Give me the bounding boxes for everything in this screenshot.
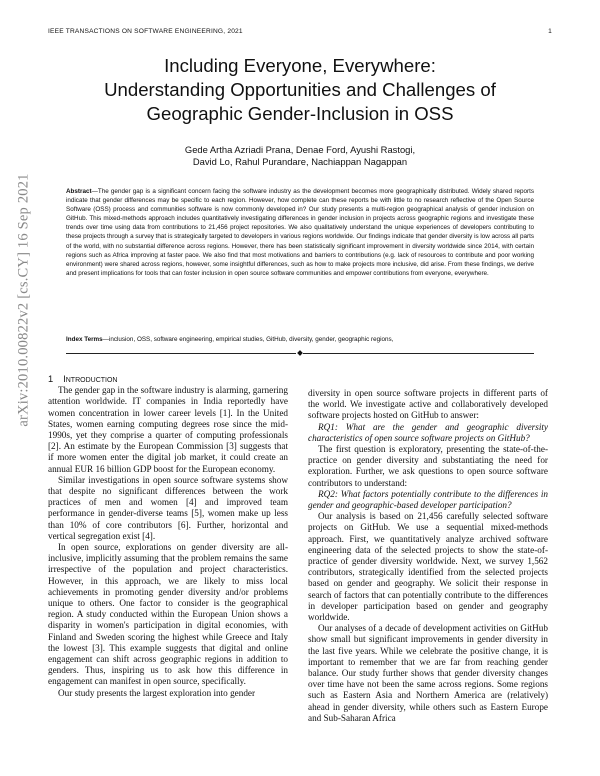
running-header [48,28,552,40]
abstract-text: —The gender gap is a significant concern facing the software industry as the development becomes more geographically distributed. Widely shared reports indicate that gender differences may be specific to each region. However, how complete can these reports be with little to no research reflective of the Open Source Software (OSS) process and communities software is now commonly developed in? Our study presents a multi-region geographical analysis of gender inclusion on GitHub. This mixed-methods approach includes quantitatively investigating differences in gender inclusion in projects across geographic regions and investigate these trends over time using data from contributions to 21,456 project repositories. We also qualitatively understand the unique experiences of developers contributing to these projects through a survey that is strategically targeted to developers in various regions worldwide. Our findings indicate that gender diversity is low across all parts of the world, with no substantial difference across regions. However, there has been statistically significant improvement in diversity worldwide since 2014, with certain regions such as Africa improving at faster pace. We also find that most motivations and barriers to contributions (e.g. lack of resources to contribute and poor working environment) were shared across regions, however, some insightful differences, such as how to make projects more inclusive, did arise. From these findings, we derive and present implications for tools that can foster inclusion in open source software communities and empower contributions from everyone, everywhere. [66,188,534,277]
paragraph: The first question is exploratory, presenting the state-of-the-practice on gender diversity and substantiating the need for exploration. Further, we ask questions to open source software contributors to understand: [308,444,548,488]
paragraph: Our analysis is based on 21,456 carefully selected software projects on GitHub. We use a sequential mixed-methods approach. First, we quantitatively analyze archived software engineering data of the selected projects to show the state-of-practice of gender diversity worldwide. Next, we survey 1,562 contributors, strategically identified from the selected projects based on gender and geography. We solicit their response in search of factors that can potentially contribute to the differences in developer participation based on gender and geography worldwide. [308,511,548,623]
arxiv-margin [0,0,48,776]
section-number: 1 [48,374,54,384]
page-number: 1 [548,28,552,35]
right-column [308,388,548,724]
paragraph: In open source, explorations on gender diversity are all-inclusive, implicitly assuming that the problem remains the same irrespective of the population and project characteristics. However, in this approach, we are likely to miss local achievements in promoting gender diversity and/or problems unique to others. One factor to consider is the geographical region. A study conducted within the European Union shows a disparity in women's participation in digital economies, with Finland and Sweden scoring the highest while Greece and Italy the lowest [3]. This example suggests that digital and online engagement can shift across geographic regions in addition to genders. Thus, inspiring us to ask how this difference in engagement can manifest in open source, specifically. [48,542,288,687]
title-line-3: Geographic Gender-Inclusion in OSS [146,103,454,124]
index-terms [66,335,534,344]
paragraph: The gender gap in the software industry is alarming, garnering attention worldwide. IT companies in India reportedly have women concentration in lower career levels [1]. In the United States, women earning computing degrees rose since the mid-1990s, yet they comprise a quarter of computing professionals [2]. An estimate by the European Commission [3] suggests that if more women enter the digital job market, it could create an annual EUR 16 billion GDP boost for the European economy. [48,385,288,474]
section-heading [48,374,288,385]
paragraph: Similar investigations in open source software systems show that despite no significant differences between the work practices of men and women [4] and improved team performance in gender-diverse teams [5], women make up less than 10% of core contributors [6]. Further, horizontal and vertical segregation exist [4]. [48,474,288,541]
abstract [66,187,534,278]
paragraph: Our analyses of a decade of development activities on GitHub show small but significant improvements in gender diversity in the last five years. While we celebrate the positive change, it is important to remember that we are far from reaching gender balance. Our study further shows that gender diversity changes over time have not been the same across regions. Some regions such as Eastern Asia and Northern America are (relatively) ahead in gender diversity, while others such as Eastern Europe and Sub-Saharan Africa [308,623,548,723]
author-list [60,144,540,167]
title-line-1: Including Everyone, Everywhere: [164,55,436,76]
research-question-2: RQ2: What factors potentially contribute to the differences in gender and geographic-based developer participation? [308,488,548,511]
authors-line-2: David Lo, Rahul Purandare, Nachiappan Nagappan [192,155,408,167]
left-column [48,374,288,699]
index-terms-label: Index Terms [66,336,103,343]
paper-title [50,54,550,126]
journal-name: IEEE TRANSACTIONS ON SOFTWARE ENGINEERING, 2021 [48,28,243,35]
section-separator [66,353,534,354]
arxiv-stamp: arXiv:2010.00822v2 [cs.CY] 16 Sep 2021 [15,173,32,427]
paragraph: Our study presents the largest exploration into gender [58,687,256,698]
paragraph: diversity in open source software projects in different parts of the world. We investigate active and collaboratively developed software projects hosted on GitHub to answer: [308,388,548,421]
authors-line-1: Gede Artha Azriadi Prana, Denae Ford, Ayushi Rastogi, [184,144,416,155]
diamond-icon [296,349,303,356]
index-terms-text: —inclusion, OSS, software engineering, empirical studies, GitHub, diversity, gender, geographic regions, [102,336,394,343]
title-line-2: Understanding Opportunities and Challenges of [104,79,496,100]
research-question-1: RQ1: What are the gender and geographic diversity characteristics of open source software projects on GitHub? [308,421,548,443]
abstract-label: Abstract [66,188,92,195]
section-title: Introduction [63,374,118,384]
